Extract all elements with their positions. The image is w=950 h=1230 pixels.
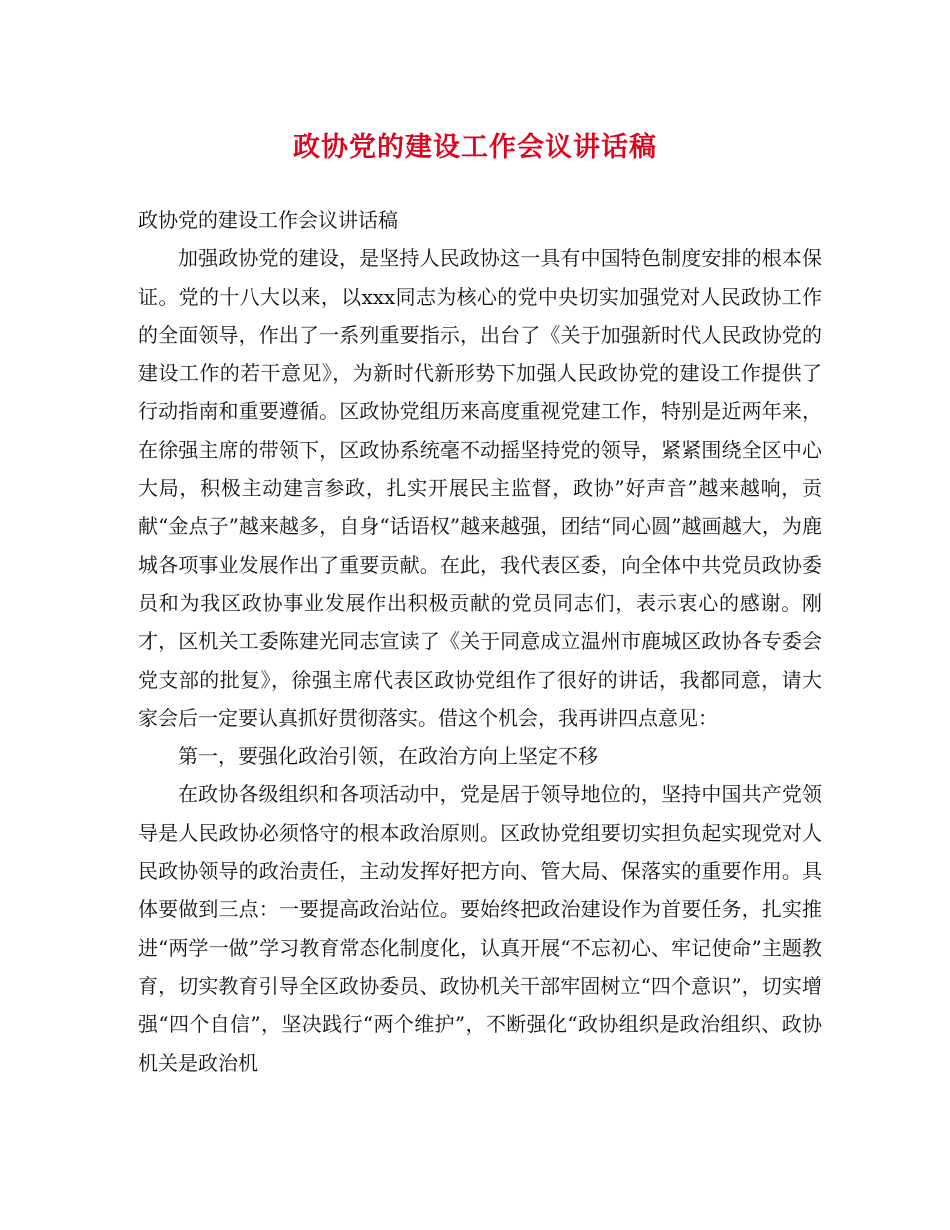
- subtitle-paragraph: 政协党的建设工作会议讲话稿: [138, 208, 398, 232]
- document-title: 政协党的建设工作会议讲话稿: [293, 132, 657, 163]
- section-heading-1: 第一，要强化政治引领，在政治方向上坚定不移: [178, 744, 598, 769]
- document-body: [138, 201, 822, 1082]
- intro-paragraph: 加强政协党的建设，是坚持人民政协这一具有中国特色制度安排的根本保证。党的十八大以来，以xxx同志为核心的党中央切实加强党对人民政协工作的全面领导，作出了一系列重要指示，出台了《关于加强新时代人民政协党的建设工作的若干意见》，为新时代新形势下加强人民政协党的建设工作提供了行动指南和重要遵循。区政协党组历来高度重视党建工作，特别是近两年来，在徐强主席的带领下，区政协系统毫不动摇坚持党的领导，紧紧围绕全区中心大局，积极主动建言参政，扎实开展民主监督，政协”好声音”越来越响，贡献“金点子”越来越多，自身“话语权”越来越强，团结“同心圆”越画越大，为鹿城各项事业发展作出了重要贡献。在此，我代表区委，向全体中共党员政协委员和为我区政协事业发展作出积极贡献的党员同志们，表示衷心的感谢。刚才，区机关工委陈建光同志宣读了《关于同意成立温州市鹿城区政协各专委会党支部的批复》，徐强主席代表区政协党组作了很好的讲话，我都同意，请大家会后一定要认真抓好贯彻落实。借这个机会，我再讲四点意见：: [138, 246, 822, 730]
- section-1-paragraph: 在政协各级组织和各项活动中，党是居于领导地位的，坚持中国共产党领导是人民政协必须恪守的根本政治原则。区政协党组要切实担负起实现党对人民政协领导的政治责任，主动发挥好把方向、管大局、保落实的重要作用。具体要做到三点：一要提高政治站位。要始终把政治建设作为首要任务，扎实推进“两学一做”学习教育常态化制度化，认真开展“不忘初心、牢记使命”主题教育，切实教育引导全区政协委员、政协机关干部牢固树立“四个意识”，切实增强“四个自信”，坚决践行“两个维护”，不断强化“政协组织是政治组织、政协机关是政治机: [138, 782, 822, 1075]
